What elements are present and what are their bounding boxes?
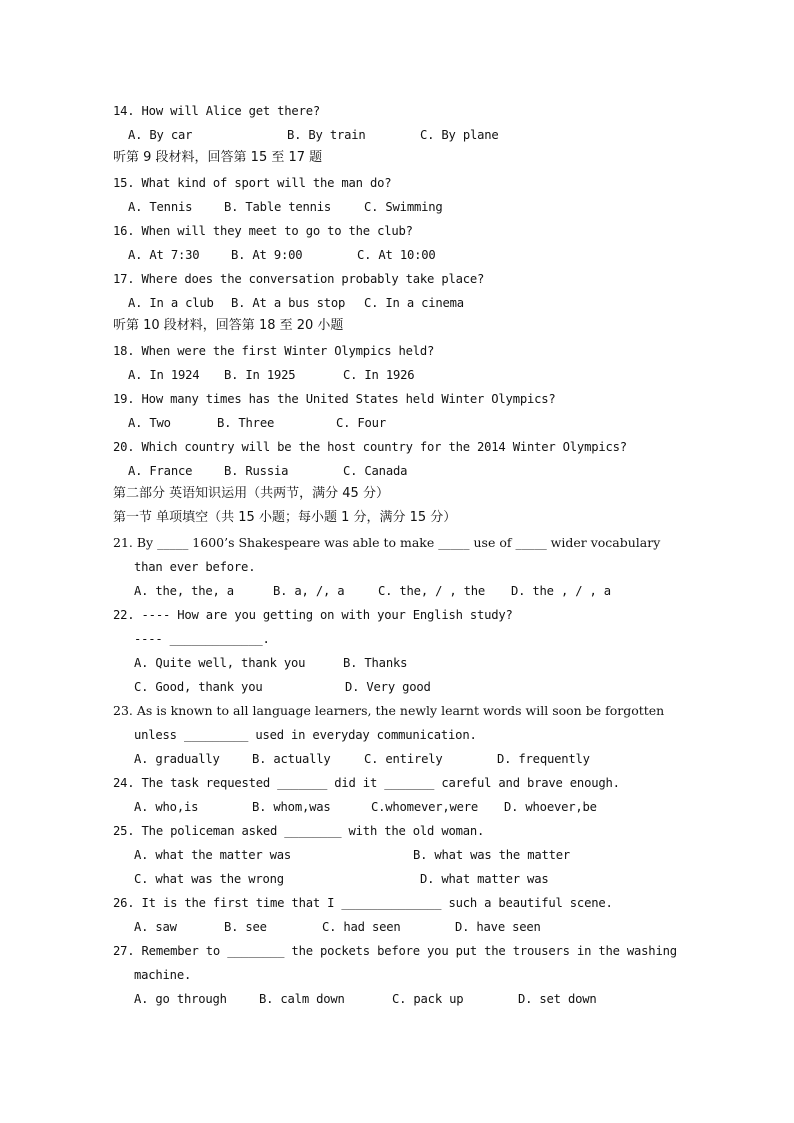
question-26-stem: 26. It is the first time that I ______________ such a beautiful scene. — [113, 896, 613, 910]
q17-option-b: B. At a bus stop — [231, 296, 346, 310]
question-21-stem: 21. By _____ 1600’s Shakespeare was able to make _____ use of _____ wider vocabulary — [113, 535, 661, 550]
q16-option-b: B. At 9:00 — [231, 248, 303, 262]
q26-option-d: D. have seen — [455, 920, 541, 934]
section-one-heading: 第一节 单项填空（共 15 小题；每小题 1 分，满分 15 分） — [113, 510, 457, 525]
q14-option-b: B. By train — [287, 128, 366, 142]
question-25-stem: 25. The policeman asked ________ with the old woman. — [113, 824, 485, 838]
q27-option-c: C. pack up — [392, 992, 464, 1006]
q25-option-d: D. what matter was — [420, 872, 549, 886]
q25-option-a: A. what the matter was — [134, 848, 292, 862]
q22-option-c: C. Good, thank you — [134, 680, 263, 694]
q15-option-a: A. Tennis — [128, 200, 193, 214]
q22-option-d: D. Very good — [345, 680, 431, 694]
q24-option-c: C.whomever,were — [371, 800, 479, 814]
q21-option-d: D. the , / , a — [511, 584, 611, 598]
q20-option-b: B. Russia — [224, 464, 289, 478]
q21-option-b: B. a, /, a — [273, 584, 345, 598]
section-heading-10: 听第 10 段材料，回答第 18 至 20 小题 — [113, 318, 344, 333]
question-16-stem: 16. When will they meet to go to the club? — [113, 224, 413, 238]
q22-option-b: B. Thanks — [343, 656, 408, 670]
q14-option-c: C. By plane — [420, 128, 499, 142]
section-heading-9: 听第 9 段材料，回答第 15 至 17 题 — [113, 150, 323, 165]
q25-option-c: C. what was the wrong — [134, 872, 284, 886]
part-two-heading: 第二部分 英语知识运用（共两节，满分 45 分） — [113, 486, 389, 501]
q18-option-a: A. In 1924 — [128, 368, 200, 382]
q19-option-a: A. Two — [128, 416, 171, 430]
q17-option-c: C. In a cinema — [364, 296, 464, 310]
q17-option-a: A. In a club — [128, 296, 214, 310]
q20-option-a: A. France — [128, 464, 193, 478]
q26-option-b: B. see — [224, 920, 267, 934]
question-18-stem: 18. When were the first Winter Olympics held? — [113, 344, 435, 358]
question-17-stem: 17. Where does the conversation probably take place? — [113, 272, 485, 286]
q21-option-c: C. the, / , the — [378, 584, 486, 598]
question-15-stem: 15. What kind of sport will the man do? — [113, 176, 392, 190]
q26-option-a: A. saw — [134, 920, 177, 934]
question-22-continuation: ---- _____________. — [134, 632, 270, 646]
q15-option-b: B. Table tennis — [224, 200, 332, 214]
question-20-stem: 20. Which country will be the host country for the 2014 Winter Olympics? — [113, 440, 627, 454]
question-22-stem: 22. ---- How are you getting on with your English study? — [113, 608, 513, 622]
question-24-stem: 24. The task requested _______ did it _______ careful and brave enough. — [113, 776, 620, 790]
q19-option-c: C. Four — [336, 416, 386, 430]
q16-option-c: C. At 10:00 — [357, 248, 436, 262]
question-23-continuation: unless _________ used in everyday communication. — [134, 728, 477, 742]
q23-option-a: A. gradually — [134, 752, 220, 766]
q18-option-b: B. In 1925 — [224, 368, 296, 382]
question-23-stem: 23. As is known to all language learners, the newly learnt words will soon be forgotten — [113, 703, 665, 718]
q14-option-a: A. By car — [128, 128, 193, 142]
q25-option-b: B. what was the matter — [413, 848, 571, 862]
q26-option-c: C. had seen — [322, 920, 401, 934]
q27-option-a: A. go through — [134, 992, 227, 1006]
question-27-stem: 27. Remember to ________ the pockets before you put the trousers in the washing — [113, 944, 677, 958]
q16-option-a: A. At 7:30 — [128, 248, 200, 262]
question-21-continuation: than ever before. — [134, 560, 256, 574]
q15-option-c: C. Swimming — [364, 200, 443, 214]
q23-option-d: D. frequently — [497, 752, 590, 766]
q27-option-d: D. set down — [518, 992, 597, 1006]
q24-option-b: B. whom,was — [252, 800, 331, 814]
question-14-stem: 14. How will Alice get there? — [113, 104, 320, 118]
q21-option-a: A. the, the, a — [134, 584, 234, 598]
question-19-stem: 19. How many times has the United States held Winter Olympics? — [113, 392, 556, 406]
q20-option-c: C. Canada — [343, 464, 408, 478]
q24-option-a: A. who,is — [134, 800, 199, 814]
q18-option-c: C. In 1926 — [343, 368, 415, 382]
q19-option-b: B. Three — [217, 416, 275, 430]
q22-option-a: A. Quite well, thank you — [134, 656, 306, 670]
q23-option-c: C. entirely — [364, 752, 443, 766]
q24-option-d: D. whoever,be — [504, 800, 597, 814]
q23-option-b: B. actually — [252, 752, 331, 766]
q27-option-b: B. calm down — [259, 992, 345, 1006]
question-27-continuation: machine. — [134, 968, 192, 982]
